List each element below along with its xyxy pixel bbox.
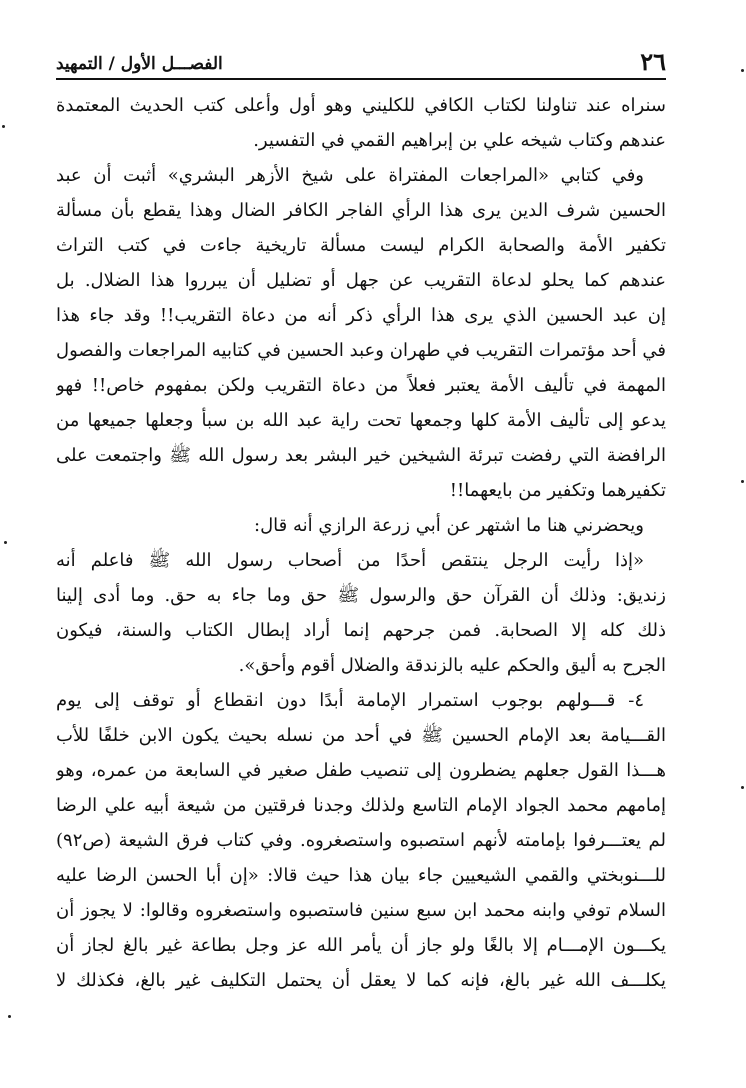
margin-dot — [8, 1015, 11, 1018]
page-header — [56, 42, 666, 76]
text-line: زنديق: وذلك أن القرآن حق والرسول ﷺ حق وما جاء به حق. وما أدى إلينا — [56, 585, 666, 606]
text-line: ذلك كله إلا الصحابة. فمن جرحهم إنما أراد إبطال الكتاب والسنة، فيكون — [56, 620, 666, 641]
text-line: ٤- قـــولهم بوجوب استمرار الإمامة أبدًا دون انقطاع أو توقف إلى يوم — [56, 690, 644, 711]
page-number: ٢٦ — [640, 47, 666, 76]
text-line: السلام توفي وابنه محمد ابن سبع سنين فاستصبوه واستصغروه وقالوا: لا يجوز أن — [56, 900, 666, 921]
text-line: ويحضرني هنا ما اشتهر عن أبي زرعة الرازي أنه قال: — [254, 515, 644, 536]
text-line: الحسين شرف الدين يرى هذا الرأي الفاجر الكافر الضال وهذا يقطع بأن مسألة — [56, 200, 666, 221]
text-line: إن عبد الحسين الذي يرى هذا الرأي ذكر أنه من دعاة التقريب!! وقد جاء هذا — [56, 305, 666, 326]
text-line: المهمة في تأليف الأمة يعتبر فعلاً من دعاة التقريب ولكن بمفهوم خاص!! فهو — [56, 375, 666, 396]
header-rule — [56, 78, 666, 80]
margin-dot — [2, 125, 5, 128]
margin-dot — [741, 480, 744, 483]
margin-dot — [741, 69, 744, 72]
text-line: يدعو إلى تأليف الأمة كلها وجمعها تحت راية عبد الله بن سبأ وجعلها جميعها من — [56, 410, 666, 431]
body-text — [56, 88, 666, 998]
text-line: تكفير الأمة والصحابة الكرام ليست مسألة تاريخية جاءت في كتب التراث — [56, 235, 666, 256]
text-line: يكلـــف الله غير بالغ، فإنه كما لا يعقل أن يحتمل التكليف غير بالغ، فكذلك لا — [56, 970, 666, 991]
text-line: لم يعتـــرفوا بإمامته لأنهم استصبوه واستصغروه. وفي كتاب فرق الشيعة (ص٩٢) — [56, 830, 666, 851]
text-line: «إذا رأيت الرجل ينتقص أحدًا من أصحاب رسول الله ﷺ فاعلم أنه — [56, 550, 644, 571]
text-line: عندهم كما يحلو لدعاة التقريب عن جهل أو تضليل أن يبرروا هذا الضلال. بل — [56, 270, 666, 291]
text-line: الرافضة التي رفضت تبرئة الشيخين خير البشر بعد رسول الله ﷺ واجتمعت على — [56, 445, 666, 466]
margin-dot — [4, 541, 7, 544]
text-line: القـــيامة بعد الإمام الحسين ﷺ في أحد من نسله بحيث يكون الابن خلفًا للأب — [56, 725, 666, 746]
text-line: الجرح به أليق والحكم عليه بالزندقة والضلال أقوم وأحق». — [238, 655, 666, 676]
text-line: للـــنوبختي والقمي الشيعيين جاء بيان هذا حيث قالا: «إن أبا الحسن الرضا عليه — [56, 865, 666, 886]
text-line: إمامهم محمد الجواد الإمام التاسع ولذلك وجدنا فرقتين من شيعة أبيه علي الرضا — [56, 795, 666, 816]
text-line: في أحد مؤتمرات التقريب في طهران وعبد الحسين في كتابيه المراجعات والفصول — [56, 340, 666, 361]
text-line: يكـــون الإمـــام إلا بالغًا ولو جاز أن يأمر الله عز وجل بطاعة غير بالغ لجاز أن — [56, 935, 666, 956]
margin-dot — [741, 786, 744, 789]
text-line: هـــذا القول جعلهم يضطرون إلى تنصيب طفل صغير في السابعة من عمره، وهو — [56, 760, 666, 781]
text-line: سنراه عند تناولنا لكتاب الكافي للكليني وهو أول وأعلى كتب الحديث المعتمدة — [56, 95, 666, 116]
text-line: وفي كتابي «المراجعات المفتراة على شيخ الأزهر البشري» أثبت أن عبد — [56, 165, 644, 186]
text-line: تكفيرهما وتكفير من بايعهما!! — [449, 480, 666, 501]
running-title: الفصـــل الأول / التمهيد — [56, 54, 223, 74]
text-line: عندهم وكتاب شيخه علي بن إبراهيم القمي في التفسير. — [253, 130, 666, 151]
